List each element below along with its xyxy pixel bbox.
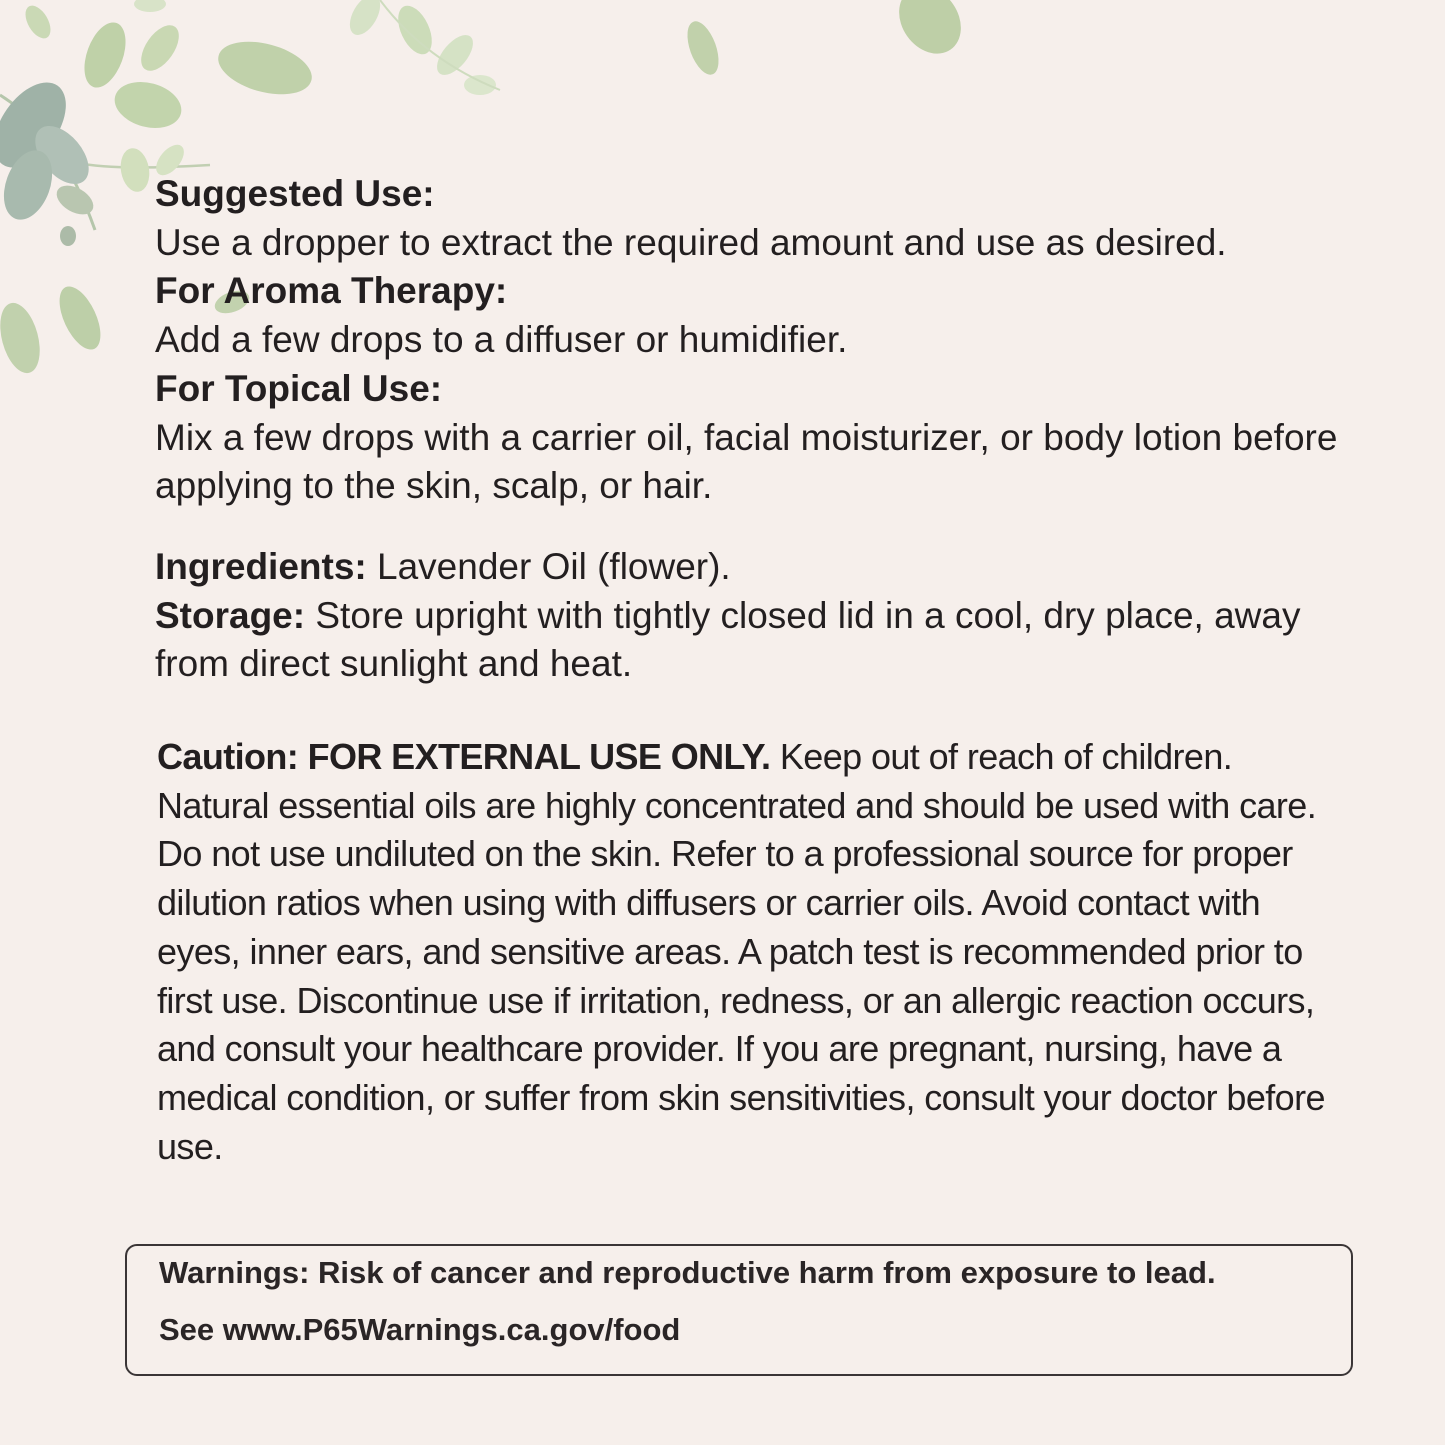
topical-use-label: For Topical Use: — [155, 367, 443, 409]
caution-section — [157, 733, 1347, 1171]
warning-link-line: See www.P65Warnings.ca.gov/food — [159, 1312, 681, 1347]
warning-line-1 — [159, 1255, 1216, 1291]
storage-text: Store upright with tightly closed lid in a cool, dry place, away from direct sunlight and heat. — [155, 594, 1301, 685]
product-facts-section — [155, 543, 1345, 689]
topical-use-text: Mix a few drops with a carrier oil, facial moisturizer, or body lotion before applying to the skin, scalp, or hair. — [155, 416, 1338, 507]
aroma-therapy-label: For Aroma Therapy: — [155, 270, 508, 312]
storage-line — [155, 592, 1345, 689]
caution-text: Keep out of reach of children. Natural essential oils are highly concentrated and should be used with care. Do not use undiluted on the skin. Refer to a professional source for proper dilution ratios when using with diffusers or carrier oils. Avoid contact with eyes, inner ears, and sensitive areas. A patch test is recommended prior to first use. Discontinue use if irritation, redness, or an allergic reaction occurs, and consult your healthcare provider. If you are pregnant, nursing, have a medical condition, or suffer from skin sensitivities, consult your doctor before use. — [157, 736, 1325, 1167]
ingredients-line — [155, 543, 1345, 592]
usage-section — [155, 170, 1345, 511]
caution-label: Caution: FOR EXTERNAL USE ONLY. — [157, 736, 771, 777]
ingredients-text: Lavender Oil (flower). — [366, 546, 731, 587]
suggested-use-text: Use a dropper to extract the required amount and use as desired. — [155, 221, 1227, 263]
warning-text: Risk of cancer and reproductive harm from exposure to lead. — [309, 1255, 1216, 1290]
prop65-warning-box — [125, 1244, 1353, 1376]
storage-label: Storage: — [155, 594, 306, 636]
ingredients-label: Ingredients: — [155, 546, 367, 587]
caution-paragraph — [157, 733, 1347, 1171]
aroma-therapy-text: Add a few drops to a diffuser or humidifier. — [155, 319, 848, 361]
suggested-use-label: Suggested Use: — [155, 173, 435, 214]
warning-label: Warnings: — [159, 1255, 310, 1290]
